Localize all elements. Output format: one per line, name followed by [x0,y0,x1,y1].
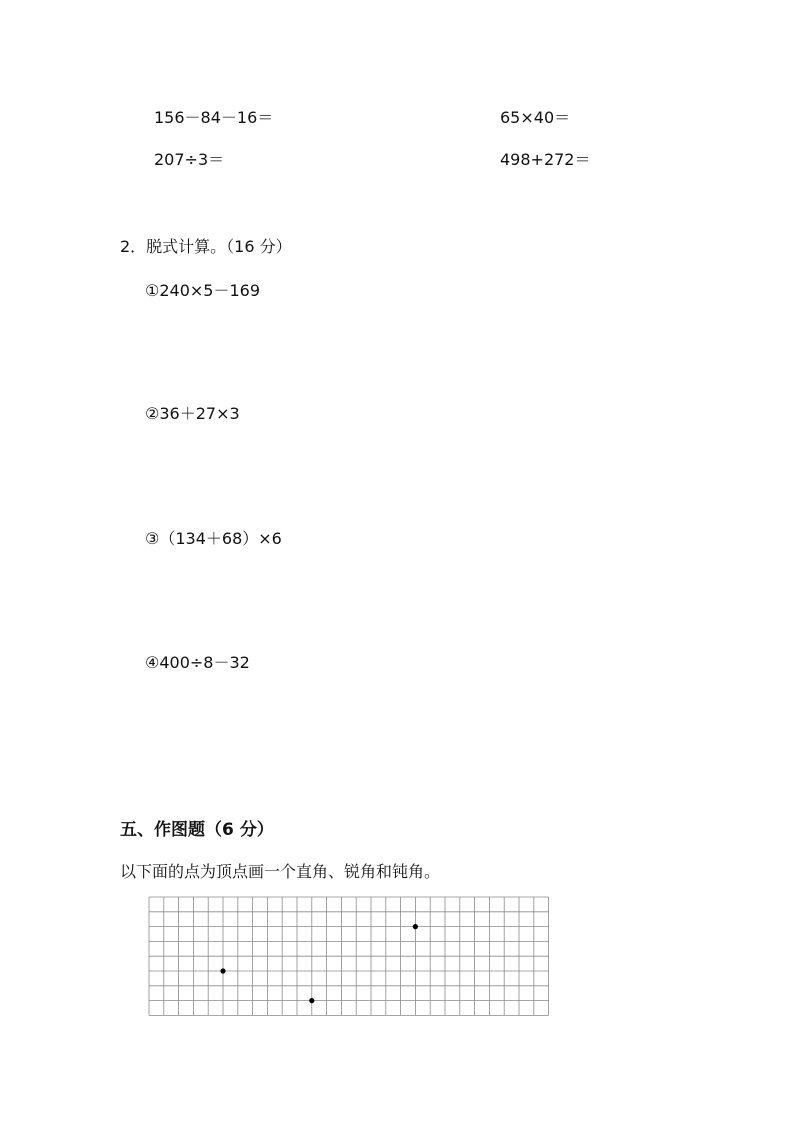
step-calc-item-2: ②36＋27×3 [145,404,240,423]
step-calc-item-4: ④400÷8－32 [145,653,250,672]
question-2-title: 2．脱式计算。（16 分） [120,237,292,256]
vertex-point-3[interactable] [309,998,314,1003]
vertex-point-1[interactable] [413,924,418,929]
section-5-heading: 五、作图题（6 分） [120,820,274,840]
step-calc-item-3: ③（134＋68）×6 [145,529,282,548]
section-5-instruction: 以下面的点为顶点画一个直角、锐角和钝角。 [120,862,441,881]
step-calc-item-1: ①240×5－169 [145,281,261,300]
oral-calc-item-3: 207÷3＝ [154,150,225,169]
drawing-grid[interactable] [148,896,550,1016]
oral-calc-item-2: 65×40＝ [500,108,571,127]
grid-svg[interactable] [148,896,550,1016]
oral-calc-item-1: 156－84－16＝ [154,108,274,127]
oral-calc-item-4: 498+272＝ [500,150,591,169]
vertex-point-2[interactable] [220,968,225,973]
